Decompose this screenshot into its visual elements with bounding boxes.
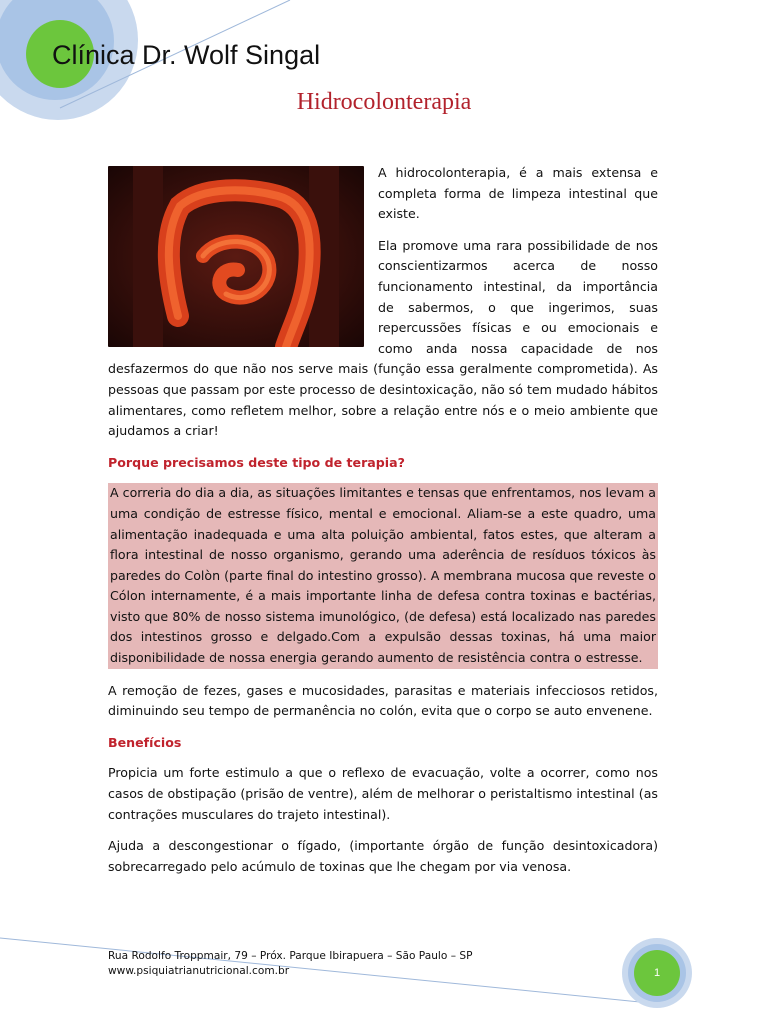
benefits-paragraph-2: Ajuda a descongestionar o fígado, (importante órgão de função desintoxicadora) sobrecarregado pelo acúmulo de toxinas que lhe chegam por via venosa. — [108, 838, 658, 874]
page-number: 1 — [634, 950, 680, 996]
colon-illustration — [108, 166, 364, 347]
highlighted-paragraph: A correria do dia a dia, as situações limitantes e tensas que enfrentamos, nos levam a uma condição de estresse físico, mental e emocional. Aliam-se a este quadro, uma alimentação inadequada e uma alta poluição ambiental, fatos estes, que alteram a flora intestinal de nosso organismo, gerando uma aderência de resíduos tóxicos às paredes do Colòn (parte final do intestino grosso). A membrana mucosa que reveste o Cólon internamente, é a mais importante linha de defesa contra toxinas e bactérias, visto que 80% de nosso sistema imunológico, (de defesa) está localizado nas paredes dos intestinos grosso e delgado.Com a expulsão dessas toxinas, há uma maior disponibilidade de nossa energia gerando aumento de resistência contra o estresse. — [108, 483, 658, 668]
colon-image-icon — [108, 166, 364, 347]
document-title: Hidrocolonterapia — [296, 89, 472, 115]
document-body — [108, 163, 658, 888]
footer-contact — [108, 949, 472, 979]
section-heading-why: Porque precisamos deste tipo de terapia? — [108, 454, 405, 470]
clinic-name: Clínica Dr. Wolf Singal — [52, 40, 321, 70]
benefits-paragraph-1: Propicia um forte estimulo a que o reflexo de evacuação, volte a ocorrer, como nos casos de obstipação (prisão de ventre), além de melhorar o peristaltismo intestinal (as contrações musculares do trajeto intestinal). — [108, 765, 658, 822]
footer-address: Rua Rodolfo Troppmair, 79 – Próx. Parque Ibirapuera – São Paulo – SP — [108, 950, 473, 962]
footer-website: www.psiquiatrianutricional.com.br — [108, 965, 290, 977]
intro-paragraph-1: A hidrocolonterapia, é a mais extensa e completa forma de limpeza intestinal que existe. — [378, 165, 658, 222]
section1-paragraph: A remoção de fezes, gases e mucosidades, parasitas e materiais infecciosos retidos, diminuindo seu tempo de permanência no colón, evita que o corpo se auto envenene. — [108, 682, 658, 719]
section-heading-benefits: Benefícios — [108, 734, 182, 750]
intro-paragraph-2: Ela promove uma rara possibilidade de nos conscientizarmos acerca de nosso funcionamento intestinal, da importância de sabermos, o que ingerimos, suas repercussões físicas e ou emocionais e como anda nossa capacidade de nos desfazermos do que não nos serve mais (função essa geralmente comprometida). As pessoas que passam por este processo de desintoxicação, não só tem mudado hábitos alimentares, como refletem melhor, sobre a relação entre nós e o meio ambiente que ajudamos a criar! — [108, 237, 658, 439]
